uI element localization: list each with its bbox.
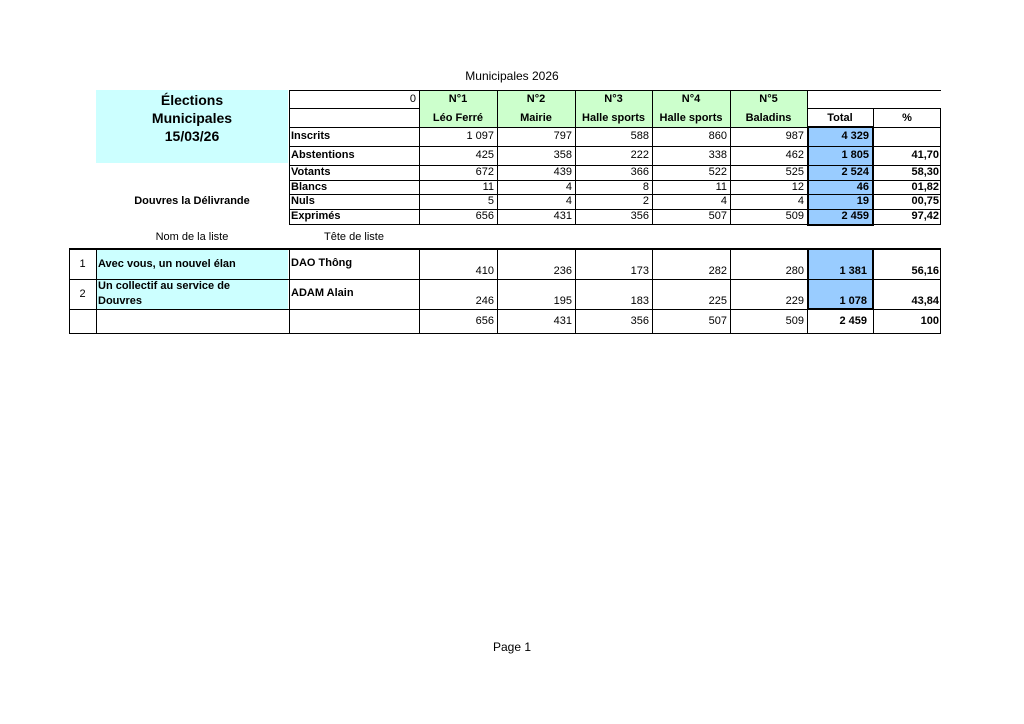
grid-line	[807, 224, 874, 226]
commune-name: Douvres la Délivrande	[134, 195, 250, 207]
grid-line	[807, 126, 874, 128]
stat-value: 11	[715, 181, 727, 193]
stat-value: 522	[708, 166, 727, 178]
stat-value: 987	[785, 130, 804, 142]
list-value: 282	[708, 265, 727, 277]
page-number: Page 1	[492, 640, 532, 654]
stat-value: 4	[720, 195, 727, 207]
list-value: 246	[475, 295, 494, 307]
list-percent: 56,16	[911, 265, 939, 277]
stat-value: 222	[630, 149, 649, 161]
grid-line	[69, 333, 941, 334]
list-name: Un collectif au service de	[98, 280, 231, 292]
bureau-name: Halle sports	[582, 112, 645, 124]
grid-line	[419, 90, 420, 224]
page-title: Municipales 2026	[465, 69, 559, 83]
grid-line	[807, 308, 874, 310]
grid-line	[419, 248, 420, 333]
grid-line	[289, 209, 941, 210]
bureau-name: Mairie	[520, 112, 552, 124]
stat-value: 2	[642, 195, 649, 207]
grid-line	[497, 248, 498, 333]
totals-value: 656	[475, 315, 494, 327]
bureau-number: N°2	[526, 93, 546, 105]
list-value: 225	[708, 295, 727, 307]
list-name: Avec vous, un nouvel élan	[98, 258, 236, 270]
stat-value: 1 097	[466, 130, 494, 142]
list-value: 229	[785, 295, 804, 307]
bureau-number: N°1	[448, 93, 468, 105]
grid-line	[807, 108, 941, 109]
list-value: 173	[630, 265, 649, 277]
grid-line	[730, 248, 731, 333]
grid-line	[96, 248, 97, 333]
totals-value: 431	[553, 315, 572, 327]
grid-line	[807, 127, 809, 225]
grid-line	[807, 248, 809, 310]
totals-value: 507	[708, 315, 727, 327]
bureau-number: N°5	[759, 93, 778, 105]
stat-value: 439	[553, 166, 572, 178]
list-name-header: Nom de la liste	[155, 231, 229, 243]
grid-line	[872, 248, 874, 310]
stat-total: 46	[856, 181, 869, 193]
grid-line	[575, 248, 576, 333]
grid-line	[940, 248, 941, 333]
grid-line	[289, 194, 941, 195]
list-index: 1	[79, 258, 86, 270]
bureau-name: Halle sports	[659, 112, 723, 124]
grid-line	[289, 146, 941, 147]
bureau-number: N°4	[681, 93, 701, 105]
stat-value: 507	[708, 210, 727, 222]
totals-percent: 100	[920, 315, 939, 327]
stat-value: 12	[791, 181, 804, 193]
stat-value: 4	[565, 181, 572, 193]
list-name: Douvres	[98, 295, 143, 307]
stat-percent: 41,70	[911, 149, 939, 161]
grid-line	[289, 90, 941, 91]
stat-value: 509	[785, 210, 804, 222]
grid-line	[289, 90, 290, 224]
grid-line	[69, 279, 941, 280]
grid-line	[652, 248, 653, 333]
zero-cell: 0	[409, 93, 416, 105]
stat-value: 5	[487, 195, 494, 207]
list-total: 1 381	[839, 265, 867, 277]
grid-line	[289, 180, 941, 181]
stat-value: 462	[785, 149, 804, 161]
grid-line	[289, 165, 941, 166]
list-head: DAO Thông	[291, 257, 353, 269]
total-header: Total	[827, 112, 853, 124]
title-elections: Élections	[160, 92, 224, 108]
totals-value: 509	[785, 315, 804, 327]
stat-label: Votants	[291, 166, 331, 178]
stat-total: 2 459	[841, 210, 869, 222]
stat-total: 4 329	[841, 130, 869, 142]
stat-total: 2 524	[841, 166, 869, 178]
stat-value: 358	[553, 149, 572, 161]
grid-line	[289, 108, 419, 109]
grid-line	[289, 248, 290, 333]
stat-label: Exprimés	[291, 210, 341, 222]
stat-percent: 58,30	[911, 166, 939, 178]
grid-line	[69, 248, 941, 250]
list-index: 2	[79, 288, 86, 300]
stat-value: 4	[565, 195, 572, 207]
stat-label: Nuls	[291, 195, 315, 207]
bureau-name: Léo Ferré	[432, 112, 484, 124]
stat-percent: 97,42	[911, 210, 939, 222]
stat-value: 8	[642, 181, 649, 193]
grid-line	[575, 90, 576, 224]
list-value: 183	[630, 295, 649, 307]
stat-value: 4	[797, 195, 804, 207]
grid-line	[497, 90, 498, 224]
grid-line	[69, 248, 70, 333]
list-percent: 43,84	[911, 295, 939, 307]
stat-label: Inscrits	[291, 130, 331, 142]
list-value: 195	[553, 295, 572, 307]
stat-label: Blancs	[291, 181, 328, 193]
list-value: 280	[785, 265, 804, 277]
totals-value: 356	[630, 315, 649, 327]
bureau-number: N°3	[604, 93, 623, 105]
stat-value: 672	[475, 166, 494, 178]
stat-total: 1 805	[841, 149, 869, 161]
stat-value: 366	[630, 166, 649, 178]
grid-line	[872, 127, 874, 225]
stat-value: 356	[630, 210, 649, 222]
list-value: 410	[475, 265, 494, 277]
totals-total: 2 459	[839, 315, 867, 327]
list-value: 236	[553, 265, 572, 277]
stat-value: 11	[482, 181, 494, 193]
election-date: 15/03/26	[164, 128, 220, 144]
stat-value: 860	[708, 130, 727, 142]
stat-value: 588	[630, 130, 649, 142]
stat-value: 425	[475, 149, 494, 161]
percent-header: %	[902, 112, 912, 124]
grid-line	[730, 90, 731, 224]
title-municipales: Municipales	[151, 110, 233, 126]
stat-percent: 01,82	[911, 181, 939, 193]
bureau-name: Baladins	[745, 112, 792, 124]
grid-line	[652, 90, 653, 224]
stat-value: 656	[475, 210, 494, 222]
stat-total: 19	[856, 195, 869, 207]
grid-line	[940, 108, 941, 224]
stat-value: 797	[553, 130, 572, 142]
list-head-header: Tête de liste	[324, 231, 384, 243]
list-total: 1 078	[839, 295, 867, 307]
stat-percent: 00,75	[911, 195, 939, 207]
stat-value: 338	[708, 149, 727, 161]
stat-value: 431	[553, 210, 572, 222]
list-head: ADAM Alain	[291, 287, 354, 299]
stat-label: Abstentions	[291, 149, 355, 161]
stat-value: 525	[785, 166, 804, 178]
